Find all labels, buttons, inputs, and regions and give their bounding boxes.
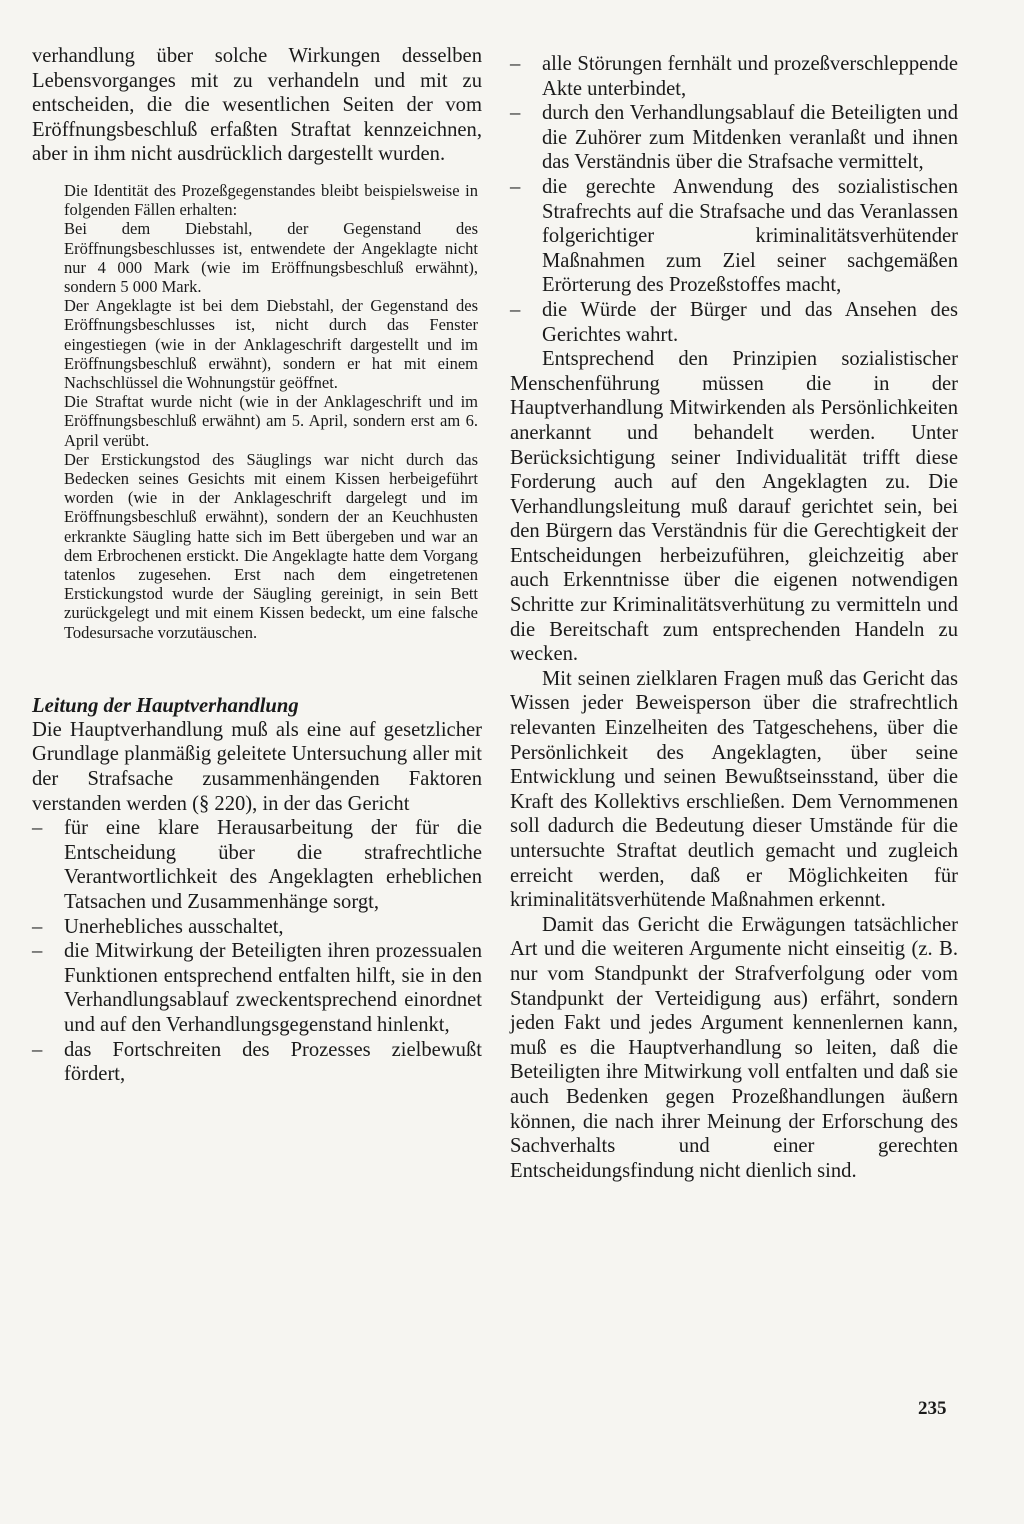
section-heading: Leitung der Hauptverhandlung [32,694,299,717]
page-number: 235 [918,1398,947,1419]
example-intro: Die Identität des Prozeßgegenstandes bleibt beispielsweise in folgenden Fällen erhalten: [64,180,478,220]
bullet-item [510,52,958,101]
example-item: Der Erstickungstod des Säuglings war nicht durch das Bedecken seines Gesichts mit einem Kissen herbeigeführt worden (wie in der Anklageschrift dargelegt und im Eröffnungsbeschluß erwähnt), sondern der an Keuchhusten erkrankte Säugling hatte sich im Bett übergeben und war an dem Erbrochenen erstickt. Die Angeklagte hatte dem Vorgang tatenlos zugesehen. Erst nach dem eingetretenen Erstickungstod wurde der Säugling gereinigt, in sein Bett zurückgelegt und mit einem Kissen bedeckt, um eine falsche Todesursache vorzutäuschen. [64,449,478,642]
dash-bullet-icon: – [510,175,521,198]
bullet-text: das Fortschreiten des Prozesses zielbewußt fördert, [64,1038,482,1086]
dash-bullet-icon: – [32,1038,43,1061]
dash-bullet-icon: – [32,915,43,938]
examples-block [32,181,482,642]
body-paragraph: Entsprechend den Prinzipien sozialistischer Menschenführung müssen die in der Hauptverhandlung Mitwirkenden als Persönlichkeiten anerkannt und behandelt werden. Unter Berücksichtigung seiner Individualität trifft diese Forderung auch auf den Angeklagten zu. Die Verhandlungsleitung muß darauf gerichtet sein, bei den Bürgern das Verständnis für die Gerechtigkeit der Entscheidungen herbeizuführen, gleichzeitig aber auch Erkenntnisse über die eigenen notwendigen Schritte zur Kriminalitätsverhütung zu vermitteln und die Bereitschaft zum entsprechenden Handeln zu wecken. [510,348,958,666]
bullet-text: die Mitwirkung der Beteiligten ihren prozessualen Funktionen entsprechend entfalten hilft, sie in den Verhandlungsablauf zweckentsprechend einordnet und auf den Verhandlungsgegenstand hinlenkt, [64,940,482,1036]
bullet-text: Unerhebliches ausschaltet, [64,915,284,938]
dash-bullet-icon: – [510,102,521,125]
left-column [32,44,482,1087]
bullet-item [32,816,482,914]
body-paragraph: Mit seinen zielklaren Fragen muß das Gericht das Wissen jeder Beweisperson über die strafrechtlich relevanten Einzelheiten des Tatgeschehens, über die Persönlichkeit des Angeklagten, über seine Entwicklung und seinen Bewußtseinsstand, über die Kraft des Kollektivs erschließen. Dem Vernommenen soll dadurch die Bedeutung dieser Umstände für die untersuchte Straftat deutlich gemacht und zugleich erreicht werden, daß er Möglichkeiten für kriminalitätsverhütende Maßnahmen erkennt. [510,667,958,912]
dash-bullet-icon: – [32,940,43,963]
example-item: Bei dem Diebstahl, der Gegenstand des Eröffnungsbeschlusses ist, entwendete der Angeklagte nicht nur 4 000 Mark (wie im Eröffnungsbeschluß erwähnt), sondern 5 000 Mark. [64,219,478,296]
dash-bullet-icon: – [510,298,521,321]
body-paragraph: Damit das Gericht die Erwägungen tatsächlicher Art und die weiteren Argumente nicht einseitig (z. B. nur vom Standpunkt der Strafverfolgung oder vom Standpunkt der Verteidigung aus) erfährt, sondern jeden Fakt und jedes Argument kennenlernen kann, muß es die Hauptverhandlung so leiten, daß die Beteiligten ihre Mitwirkung voll entfalten und daß sie auch Bedenken gegen Prozeßhandlungen äußern können, die nach ihrer Meinung der Erforschung des Sachverhalts und einer gerechten Entscheidungsfindung nicht dienlich sind. [510,913,958,1182]
dash-bullet-icon: – [510,53,521,75]
bullet-text: durch den Verhandlungsablauf die Beteiligten und die Zuhörer zum Mitdenken veranlaßt und ihnen das Verständnis über die Strafsache vermittelt, [542,102,958,174]
bullet-item [32,939,482,1037]
bullet-item [510,298,958,347]
bullet-text: die gerechte Anwendung des sozialistischen Strafrechts auf die Strafsache und das Veranlassen folgerichtiger kriminalitätsverhütender Maßnahmen zum Ziel seiner sachgemäßen Erörterung des Prozeßstoffes macht, [542,175,958,297]
bullet-text: die Würde der Bürger und das Ansehen des Gerichtes wahrt. [542,298,958,346]
bullet-text: alle Störungen fernhält und prozeßverschleppende Akte unterbindet, [542,53,958,100]
bullet-text: für eine klare Herausarbeitung der für die Entscheidung über die strafrechtliche Verantwortlichkeit des Angeklagten erheblichen Tatsachen und Zusammenhänge sorgt, [64,817,482,913]
example-item: Die Straftat wurde nicht (wie in der Anklageschrift und im Eröffnungsbeschluß erwähnt) am 5. April, sondern erst am 6. April verübt. [64,392,478,450]
bullet-item [510,101,958,175]
right-bullet-list [510,52,958,347]
section-paragraph: Die Hauptverhandlung muß als eine auf gesetzlicher Grundlage planmäßig geleitete Untersuchung aller mit der Strafsache zusammenhängenden Faktoren verstanden werden (§ 220), in der das Gericht [32,718,482,815]
bullet-item [32,1038,482,1087]
left-bullet-list [32,816,482,1087]
intro-paragraph: verhandlung über solche Wirkungen desselben Lebensvorganges mit zu verhandeln und mit zu entscheiden, die die wesentlichen Seiten der vom Eröffnungsbeschluß erfaßten Straftat kennzeichnen, aber in ihm nicht ausdrücklich dargestellt wurden. [32,45,482,166]
dash-bullet-icon: – [32,817,43,840]
bullet-item [510,175,958,298]
bullet-item [32,915,482,940]
example-item: Der Angeklagte ist bei dem Diebstahl, der Gegenstand des Eröffnungsbeschlusses ist, nicht durch das Fenster eingestiegen (wie in der Anklageschrift dargestellt und im Eröffnungsbeschluß erwähnt), sondern er hat mit einem Nachschlüssel die Wohnungstür geöffnet. [64,296,478,392]
right-column [510,52,958,1183]
